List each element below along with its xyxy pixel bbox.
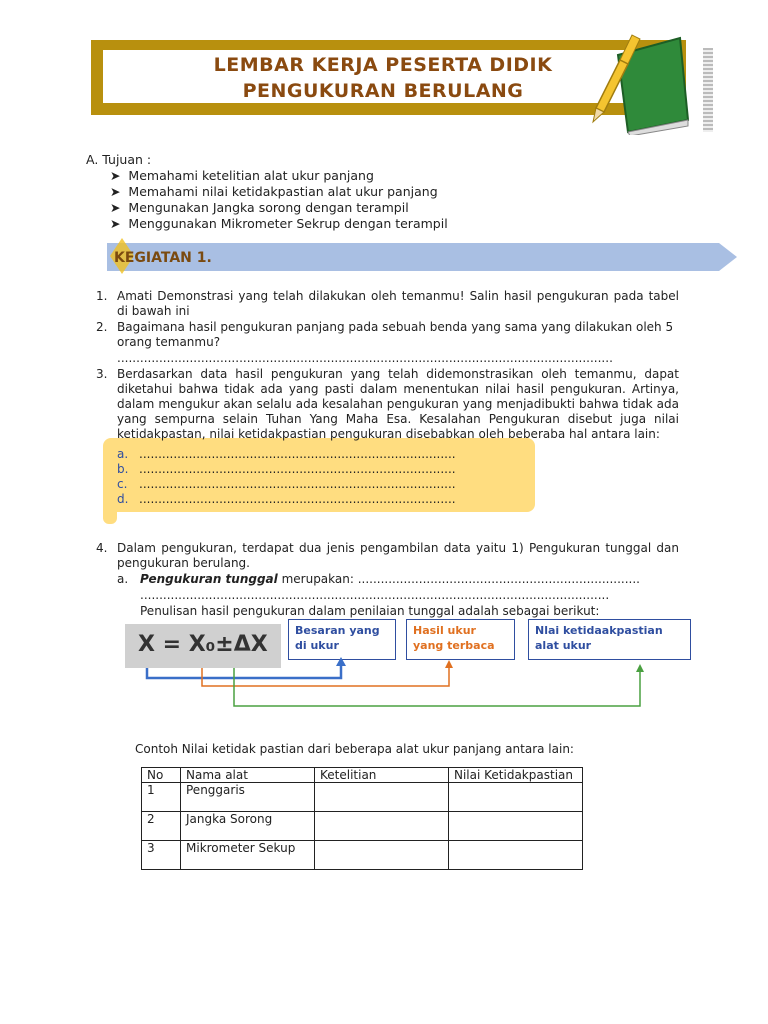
- q4a-line: Penulisan hasil pengukuran dalam penilaian tunggal adalah sebagai berikut:: [140, 604, 600, 618]
- q4a-letter: a.: [117, 572, 129, 586]
- page-title-line1: LEMBAR KERJA PESERTA DIDIK: [213, 54, 553, 76]
- option-row[interactable]: c. ...................................................................................: [117, 477, 456, 491]
- arrow-blue: [147, 664, 341, 678]
- table-cell: Penggaris: [181, 783, 315, 812]
- label-hasil-ukur: Hasil ukur yang terbaca: [406, 619, 515, 660]
- tujuan-heading: A. Tujuan :: [86, 152, 152, 167]
- arrow-bullet-icon: ➤: [110, 216, 129, 231]
- tujuan-item: ➤ Memahami nilai ketidakpastian alat ukur panjang: [110, 184, 438, 199]
- question-1: Amati Demonstrasi yang telah dilakukan oleh temanmu! Salin hasil pengukuran pada tabel di bawah ini: [117, 289, 679, 318]
- table-cell[interactable]: [449, 783, 583, 812]
- table-cell[interactable]: [449, 841, 583, 870]
- arrow-green: [234, 668, 640, 706]
- table-cell: Jangka Sorong: [181, 812, 315, 841]
- option-row[interactable]: a. ...................................................................................: [117, 447, 456, 461]
- contoh-text: Contoh Nilai ketidak pastian dari beberapa alat ukur panjang antara lain:: [135, 742, 574, 756]
- table-header: Nilai Ketidakpastian: [449, 768, 583, 783]
- ketelitian-table: [141, 767, 583, 870]
- formula-text: X = X₀±ΔX: [138, 632, 268, 657]
- table-cell: 1: [142, 783, 181, 812]
- question-3: Berdasarkan data hasil pengukuran yang telah didemonstrasikan oleh temanmu, dapat diketahui bahwa tidak ada yang pasti dalam menentukan nilai hasil pengukuran. Artinya, dalam mengukur akan selalu ada kesalahan pengukuran yang menjadibukti bahwa tidak ada yang sempurna selain Tuhan Yang Maha Esa. Kesalahan Pengukuran disebut juga nilai ketidakpastan, nilai ketidakpastian pengukuran disebabkan oleh beberaba hal antara lain:: [117, 367, 679, 441]
- arrow-bullet-icon: ➤: [110, 184, 129, 199]
- question-4: Dalam pengukuran, terdapat dua jenis pengambilan data yaitu 1) Pengukuran tunggal dan pengukuran berulang.: [117, 541, 679, 570]
- table-row: [142, 812, 583, 841]
- answer-line-2[interactable]: ..................................................................................................................................: [117, 351, 613, 365]
- label-ketidakpastian: Nlai ketidaakpastian alat ukur: [528, 619, 691, 660]
- table-row: [142, 841, 583, 870]
- tujuan-item: ➤ Memahami ketelitian alat ukur panjang: [110, 168, 374, 183]
- option-row[interactable]: b. ...................................................................................: [117, 462, 456, 476]
- table-cell[interactable]: [315, 841, 449, 870]
- q4a-definition[interactable]: Pengukuran tunggal merupakan: ..........................................................................: [140, 572, 640, 586]
- table-header: Ketelitian: [315, 768, 449, 783]
- table-header: Nama alat: [181, 768, 315, 783]
- label-besaran: Besaran yang di ukur: [288, 619, 396, 660]
- q4a-dots[interactable]: ...........................................................................................................................: [140, 588, 610, 602]
- table-cell[interactable]: [315, 812, 449, 841]
- page-title-line2: PENGUKURAN BERULANG: [242, 80, 524, 102]
- table-header: No: [142, 768, 181, 783]
- table-cell: 2: [142, 812, 181, 841]
- tujuan-item: ➤ Mengunakan Jangka sorong dengan terampil: [110, 200, 409, 215]
- table-row: [142, 783, 583, 812]
- table-cell[interactable]: [315, 783, 449, 812]
- table-cell[interactable]: [449, 812, 583, 841]
- arrow-orange: [202, 666, 449, 686]
- option-row[interactable]: d. ...................................................................................: [117, 492, 456, 506]
- question-2: Bagaimana hasil pengukuran panjang pada sebuah benda yang sama yang dilakukan oleh 5 orang temanmu?: [117, 320, 674, 349]
- kegiatan-label: KEGIATAN 1.: [114, 250, 212, 266]
- arrow-bullet-icon: ➤: [110, 200, 129, 215]
- table-cell: 3: [142, 841, 181, 870]
- tujuan-item: ➤ Menggunakan Mikrometer Sekrup dengan terampil: [110, 216, 448, 231]
- table-cell: Mikrometer Sekup: [181, 841, 315, 870]
- table-header-row: [142, 768, 583, 783]
- arrow-bullet-icon: ➤: [110, 168, 129, 183]
